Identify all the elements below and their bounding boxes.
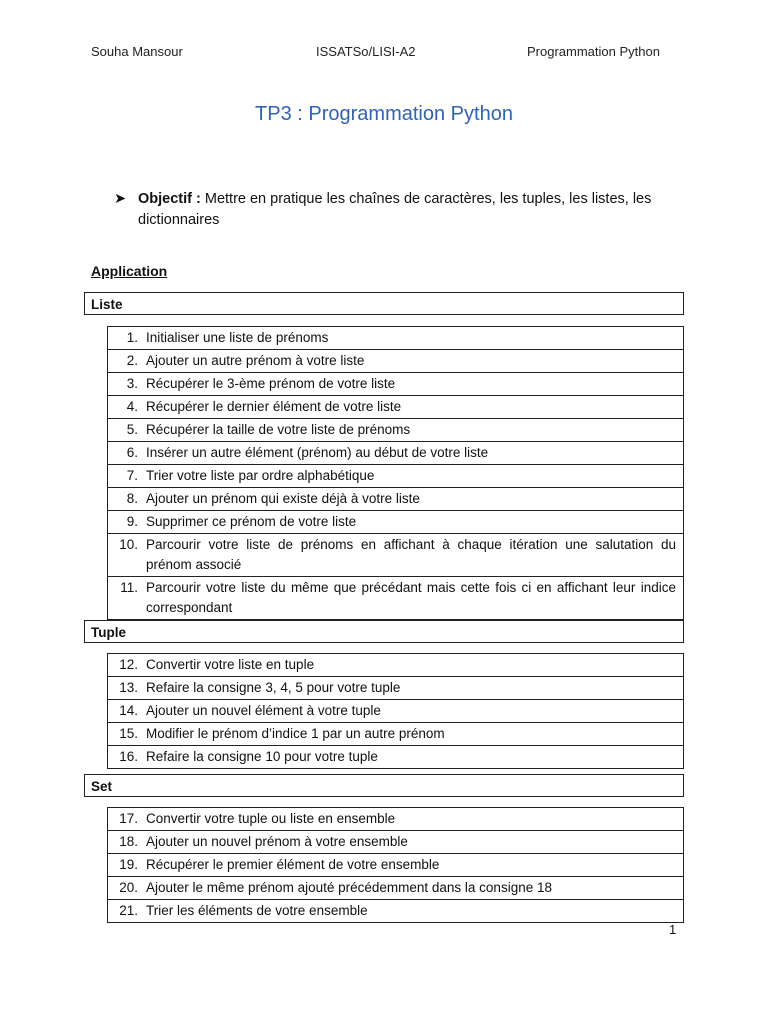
list-item [108,577,684,620]
item-text: Supprimer ce prénom de votre liste [146,514,357,529]
item-text: Parcourir votre liste du même que précédant mais cette fois ci en affichant leur indice correspondant [146,580,676,615]
list-item-cell [108,854,684,877]
list-item [108,488,684,511]
list-item-content [116,878,676,898]
item-text: Trier les éléments de votre ensemble [146,903,368,918]
list-item-cell [108,900,684,923]
item-number: 17. [119,811,138,826]
item-number: 10. [119,537,138,552]
list-item-content [116,678,676,698]
item-text: Trier votre liste par ordre alphabétique [146,468,375,483]
section-title-tuple: Tuple [84,620,684,643]
items-table-set [107,807,684,923]
list-item-content [116,374,676,394]
page-title: TP3 : Programmation Python [255,103,513,125]
list-item [108,419,684,442]
item-number: 6. [126,445,138,460]
item-text: Ajouter le même prénom ajouté précédemment dans la consigne 18 [146,880,552,895]
list-item [108,723,684,746]
list-item [108,808,684,831]
list-item [108,396,684,419]
list-item [108,465,684,488]
items-table-liste [107,326,684,620]
list-item [108,877,684,900]
item-number: 14. [119,703,138,718]
list-item-content [116,655,676,675]
list-item [108,854,684,877]
list-item-cell [108,442,684,465]
item-text: Parcourir votre liste de prénoms en affichant à chaque itération une salutation du prénom associé [146,537,676,572]
arrow-bullet-icon: ➤ [114,191,127,207]
list-item-cell [108,511,684,534]
list-item-content [116,328,676,348]
list-item-cell [108,723,684,746]
item-text: Refaire la consigne 10 pour votre tuple [146,749,378,764]
list-item-content [116,397,676,417]
items-table-tuple [107,653,684,769]
item-number: 19. [119,857,138,872]
item-number: 20. [119,880,138,895]
list-item-content [116,832,676,852]
list-item-content [116,466,676,486]
item-number: 8. [126,491,138,506]
list-item-content [116,747,676,767]
list-item [108,700,684,723]
list-item-cell [108,350,684,373]
item-number: 4. [126,399,138,414]
list-item-content [116,489,676,509]
item-number: 9. [126,514,138,529]
list-item-content [116,443,676,463]
list-item [108,534,684,577]
list-item [108,350,684,373]
list-item-content [116,512,676,532]
page-number: 1 [669,922,677,937]
item-text: Ajouter un nouvel prénom à votre ensemble [146,834,408,849]
list-item-content [116,724,676,744]
list-item [108,677,684,700]
header-author: Souha Mansour [91,44,183,59]
item-text: Récupérer le premier élément de votre ensemble [146,857,440,872]
item-number: 7. [126,468,138,483]
objective-body: Mettre en pratique les chaînes de caractères, les tuples, les listes, les dictionnaires [138,191,652,228]
item-number: 21. [119,903,138,918]
item-text: Convertir votre tuple ou liste en ensemble [146,811,396,826]
list-item-content [116,701,676,721]
item-text: Récupérer le dernier élément de votre liste [146,399,402,414]
list-item-cell [108,700,684,723]
list-item-content [116,578,676,618]
item-text: Ajouter un nouvel élément à votre tuple [146,703,381,718]
item-number: 3. [126,376,138,391]
objective-label: Objectif : [138,191,201,207]
list-item [108,442,684,465]
list-item-cell [108,419,684,442]
item-text: Récupérer le 3-ème prénom de votre liste [146,376,396,391]
list-item-content [116,855,676,875]
item-text: Refaire la consigne 3, 4, 5 pour votre tuple [146,680,401,695]
item-text: Ajouter un autre prénom à votre liste [146,353,365,368]
item-text: Ajouter un prénom qui existe déjà à votre liste [146,491,420,506]
header-course: ISSATSo/LISI-A2 [316,44,416,59]
item-number: 15. [119,726,138,741]
section-title-set: Set [84,774,684,797]
header-subject: Programmation Python [527,44,660,59]
list-item-content [116,351,676,371]
application-heading: Application [91,263,168,279]
item-text: Insérer un autre élément (prénom) au début de votre liste [146,445,489,460]
list-item [108,831,684,854]
list-item [108,511,684,534]
list-item-cell [108,396,684,419]
item-number: 18. [119,834,138,849]
list-item-content [116,901,676,921]
item-number: 11. [120,580,138,595]
list-item [108,327,684,350]
list-item-content [116,809,676,829]
list-item-cell [108,465,684,488]
list-item-cell [108,577,684,620]
item-number: 1. [126,330,138,345]
list-item-cell [108,677,684,700]
list-item [108,900,684,923]
item-number: 2. [126,353,138,368]
list-item-cell [108,654,684,677]
list-item-cell [108,746,684,769]
list-item-cell [108,373,684,396]
item-number: 5. [126,422,138,437]
list-item-cell [108,534,684,577]
list-item-cell [108,327,684,350]
item-text: Modifier le prénom d’indice 1 par un autre prénom [146,726,445,741]
item-text: Convertir votre liste en tuple [146,657,315,672]
objective-text [138,189,678,231]
list-item [108,746,684,769]
section-title-liste: Liste [84,292,684,315]
list-item-cell [108,877,684,900]
list-item-content [116,535,676,575]
list-item [108,654,684,677]
list-item-content [116,420,676,440]
list-item-cell [108,488,684,511]
list-item-cell [108,808,684,831]
item-text: Initialiser une liste de prénoms [146,330,329,345]
list-item-cell [108,831,684,854]
item-number: 12. [119,657,138,672]
item-text: Récupérer la taille de votre liste de prénoms [146,422,411,437]
item-number: 16. [119,749,138,764]
item-number: 13. [119,680,138,695]
list-item [108,373,684,396]
